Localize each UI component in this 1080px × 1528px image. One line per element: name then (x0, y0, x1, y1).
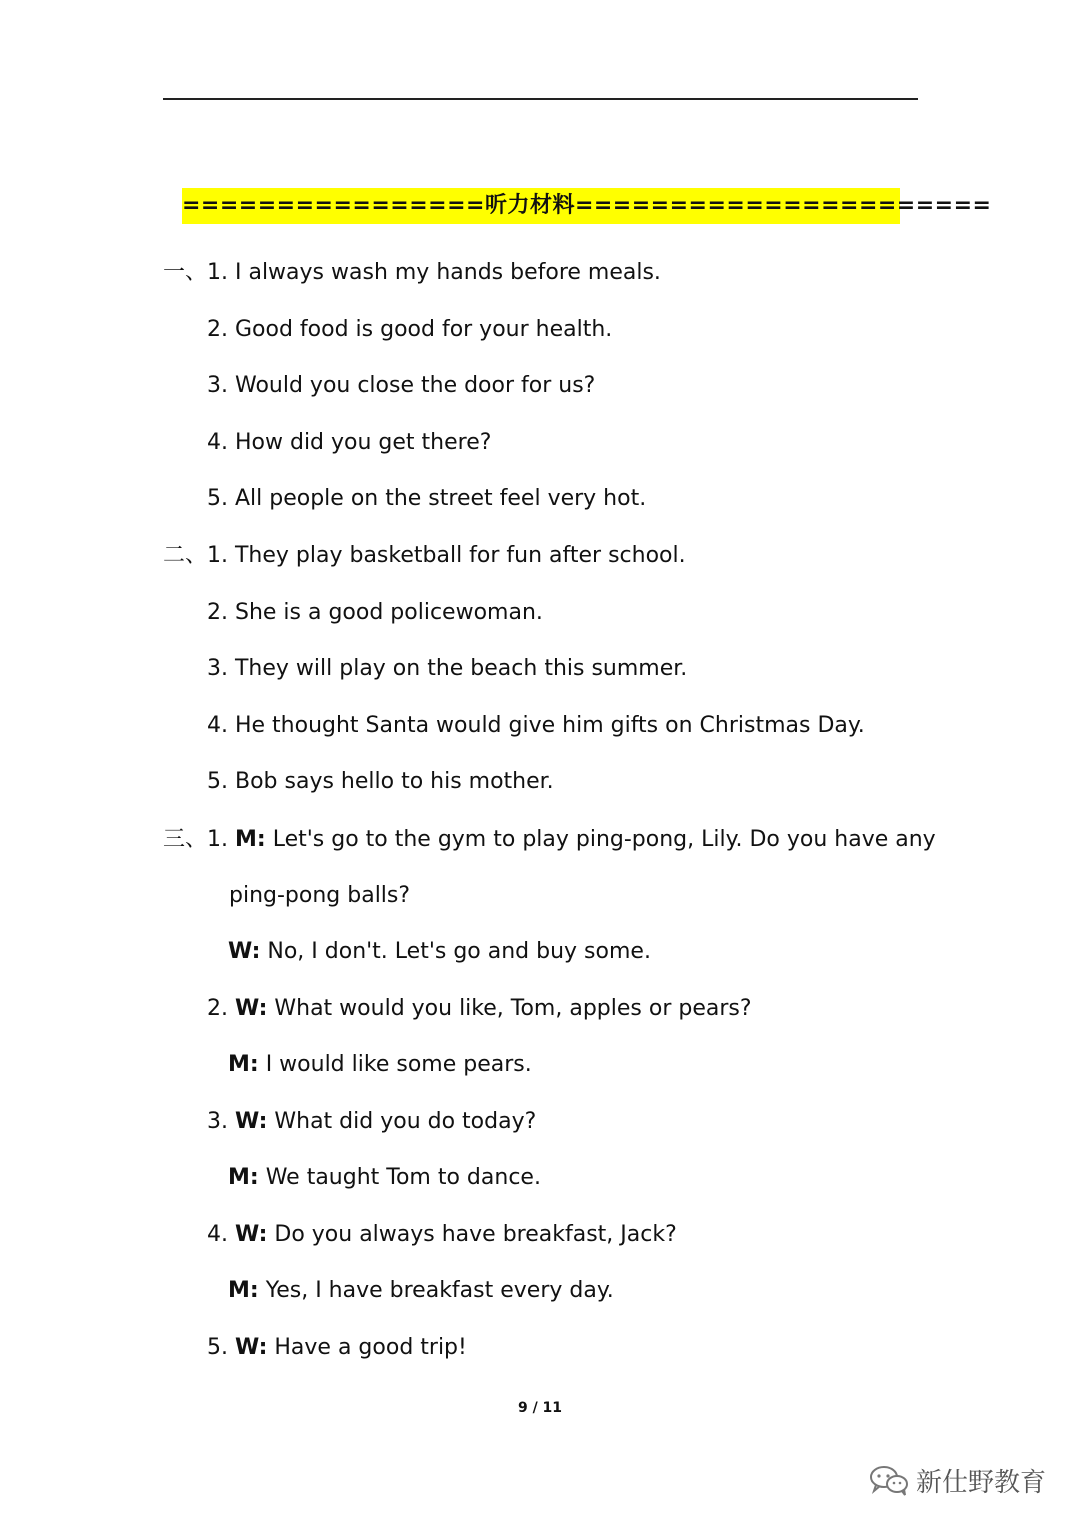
part3-q2-reply (228, 1050, 532, 1080)
watermark-text: 新仕野教育 (915, 1467, 1046, 1498)
part2-item-2: 2. She is a good policewoman. (207, 600, 543, 625)
part1-item-4: 4. How did you get there? (207, 430, 492, 455)
header-rule (163, 98, 918, 100)
part3-q1 (207, 825, 936, 855)
watermark (868, 1462, 1046, 1498)
q2-reply-speaker: M: (228, 1052, 259, 1077)
wechat-icon (868, 1464, 910, 1496)
q2-reply-text: I would like some pears. (258, 1052, 532, 1077)
q1-text: Let's go to the gym to play ping-pong, Lily. Do you have any (265, 827, 936, 852)
q1-reply-text: No, I don't. Let's go and buy some. (260, 939, 651, 964)
section-marker-2: 二、 (163, 543, 208, 568)
q3-text: What did you do today? (267, 1109, 537, 1134)
listening-material-banner: ================听力材料====================== (182, 188, 900, 224)
q4-reply-speaker: M: (228, 1278, 259, 1303)
q1-reply-speaker: W: (228, 939, 261, 964)
part2-item-5: 5. Bob says hello to his mother. (207, 769, 554, 794)
page-number: 9 / 11 (517, 1400, 563, 1416)
section-marker-1: 一、 (163, 260, 208, 285)
part2-item-3: 3. They will play on the beach this summer. (207, 656, 688, 681)
q3-reply-speaker: M: (228, 1165, 259, 1190)
part1-item-1: 1. I always wash my hands before meals. (207, 260, 661, 285)
q3-speaker: W: (235, 1109, 268, 1134)
q3-number: 3. (207, 1109, 228, 1134)
q4-speaker: W: (235, 1222, 268, 1247)
q5-speaker: W: (235, 1335, 268, 1360)
part2-item-1: 1. They play basketball for fun after school. (207, 543, 686, 568)
part3-q5 (207, 1333, 467, 1363)
q1-speaker: M: (235, 827, 266, 852)
q4-text: Do you always have breakfast, Jack? (267, 1222, 677, 1247)
part3-q1-continued: ping-pong balls? (229, 883, 411, 908)
part1-item-2: 2. Good food is good for your health. (207, 317, 613, 342)
q5-text: Have a good trip! (267, 1335, 467, 1360)
q2-number: 2. (207, 996, 228, 1021)
q4-number: 4. (207, 1222, 228, 1247)
part3-q4 (207, 1220, 677, 1250)
q4-reply-text: Yes, I have breakfast every day. (258, 1278, 614, 1303)
section-marker-3: 三、 (163, 827, 208, 852)
part3-q2 (207, 994, 752, 1024)
part3-q3-reply (228, 1163, 541, 1193)
q2-text: What would you like, Tom, apples or pears? (267, 996, 752, 1021)
q3-reply-text: We taught Tom to dance. (258, 1165, 541, 1190)
part3-q4-reply (228, 1276, 614, 1306)
part3-q3 (207, 1107, 536, 1137)
q5-number: 5. (207, 1335, 228, 1360)
part2-item-4: 4. He thought Santa would give him gifts on Christmas Day. (207, 713, 865, 738)
part1-item-3: 3. Would you close the door for us? (207, 373, 596, 398)
q2-speaker: W: (235, 996, 268, 1021)
part1-item-5: 5. All people on the street feel very hot. (207, 486, 647, 511)
part3-q1-reply (228, 937, 651, 967)
q1-number: 1. (207, 827, 228, 852)
